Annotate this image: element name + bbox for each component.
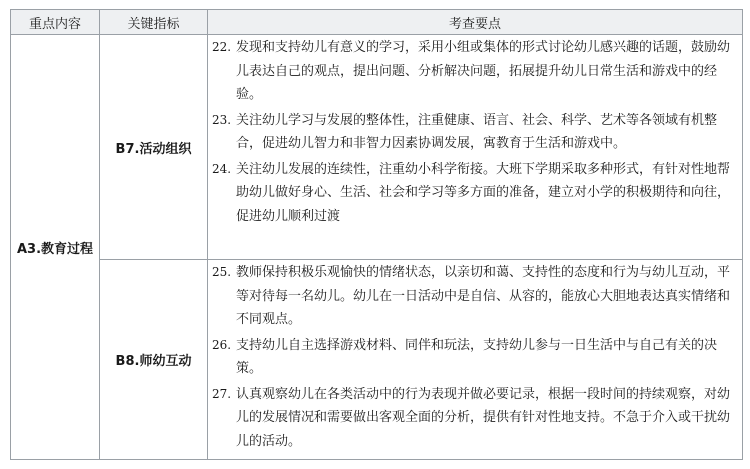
point-number: 25. bbox=[212, 265, 232, 279]
point-item bbox=[212, 334, 732, 381]
point-item bbox=[212, 158, 732, 229]
point-number: 24. bbox=[212, 161, 232, 176]
point-number: 22. bbox=[212, 40, 232, 54]
point-item bbox=[212, 36, 732, 107]
table-row bbox=[11, 35, 743, 260]
point-item bbox=[212, 109, 732, 156]
points-b7 bbox=[208, 35, 743, 260]
table-row bbox=[11, 260, 743, 460]
point-text: 关注幼儿学习与发展的整体性，注重健康、语言、社会、科学、艺术等各领域有机整合，促进幼儿智力和非智力因素协调发展，寓教育于生活和游戏中。 bbox=[236, 112, 718, 151]
point-text: 认真观察幼儿在各类活动中的行为表现并做必要记录，根据一段时间的持续观察，对幼儿的发展情况和需要做出客观全面的分析，提供有针对性地支持。不急于介入或干扰幼儿的活动。 bbox=[236, 386, 731, 449]
indicator-b8: B8.师幼互动 bbox=[100, 260, 208, 460]
point-text: 发现和支持幼儿有意义的学习，采用小组或集体的形式讨论幼儿感兴趣的话题，鼓励幼儿表达自己的观点，提出问题、分析解决问题，拓展提升幼儿日常生活和游戏中的经验。 bbox=[236, 40, 731, 102]
header-focus: 重点内容 bbox=[11, 10, 100, 35]
point-text: 支持幼儿自主选择游戏材料、同伴和玩法，支持幼儿参与一日生活中与自己有关的决策。 bbox=[236, 337, 718, 376]
point-text: 教师保持积极乐观愉快的情绪状态，以亲切和蔼、支持性的态度和行为与幼儿互动，平等对待每一名幼儿。幼儿在一日活动中是自信、从容的，能放心大胆地表达真实情绪和不同观点。 bbox=[236, 265, 731, 327]
evaluation-table bbox=[10, 9, 743, 460]
point-number: 23. bbox=[212, 112, 232, 127]
point-item bbox=[212, 261, 732, 332]
header-indicator: 关键指标 bbox=[100, 10, 208, 35]
point-number: 26. bbox=[212, 337, 232, 352]
header-row bbox=[11, 10, 743, 35]
point-number: 27. bbox=[212, 386, 232, 401]
point-item bbox=[212, 383, 732, 454]
indicator-b7: B7.活动组织 bbox=[100, 35, 208, 260]
focus-cell: A3.教育过程 bbox=[11, 35, 100, 460]
header-points: 考查要点 bbox=[208, 10, 743, 35]
points-b8 bbox=[208, 260, 743, 460]
point-text: 关注幼儿发展的连续性，注重幼小科学衔接。大班下学期采取多种形式，有针对性地帮助幼儿做好身心、生活、社会和学习等多方面的准备，建立对小学的积极期待和向往，促进幼儿顺利过渡 bbox=[236, 161, 731, 224]
